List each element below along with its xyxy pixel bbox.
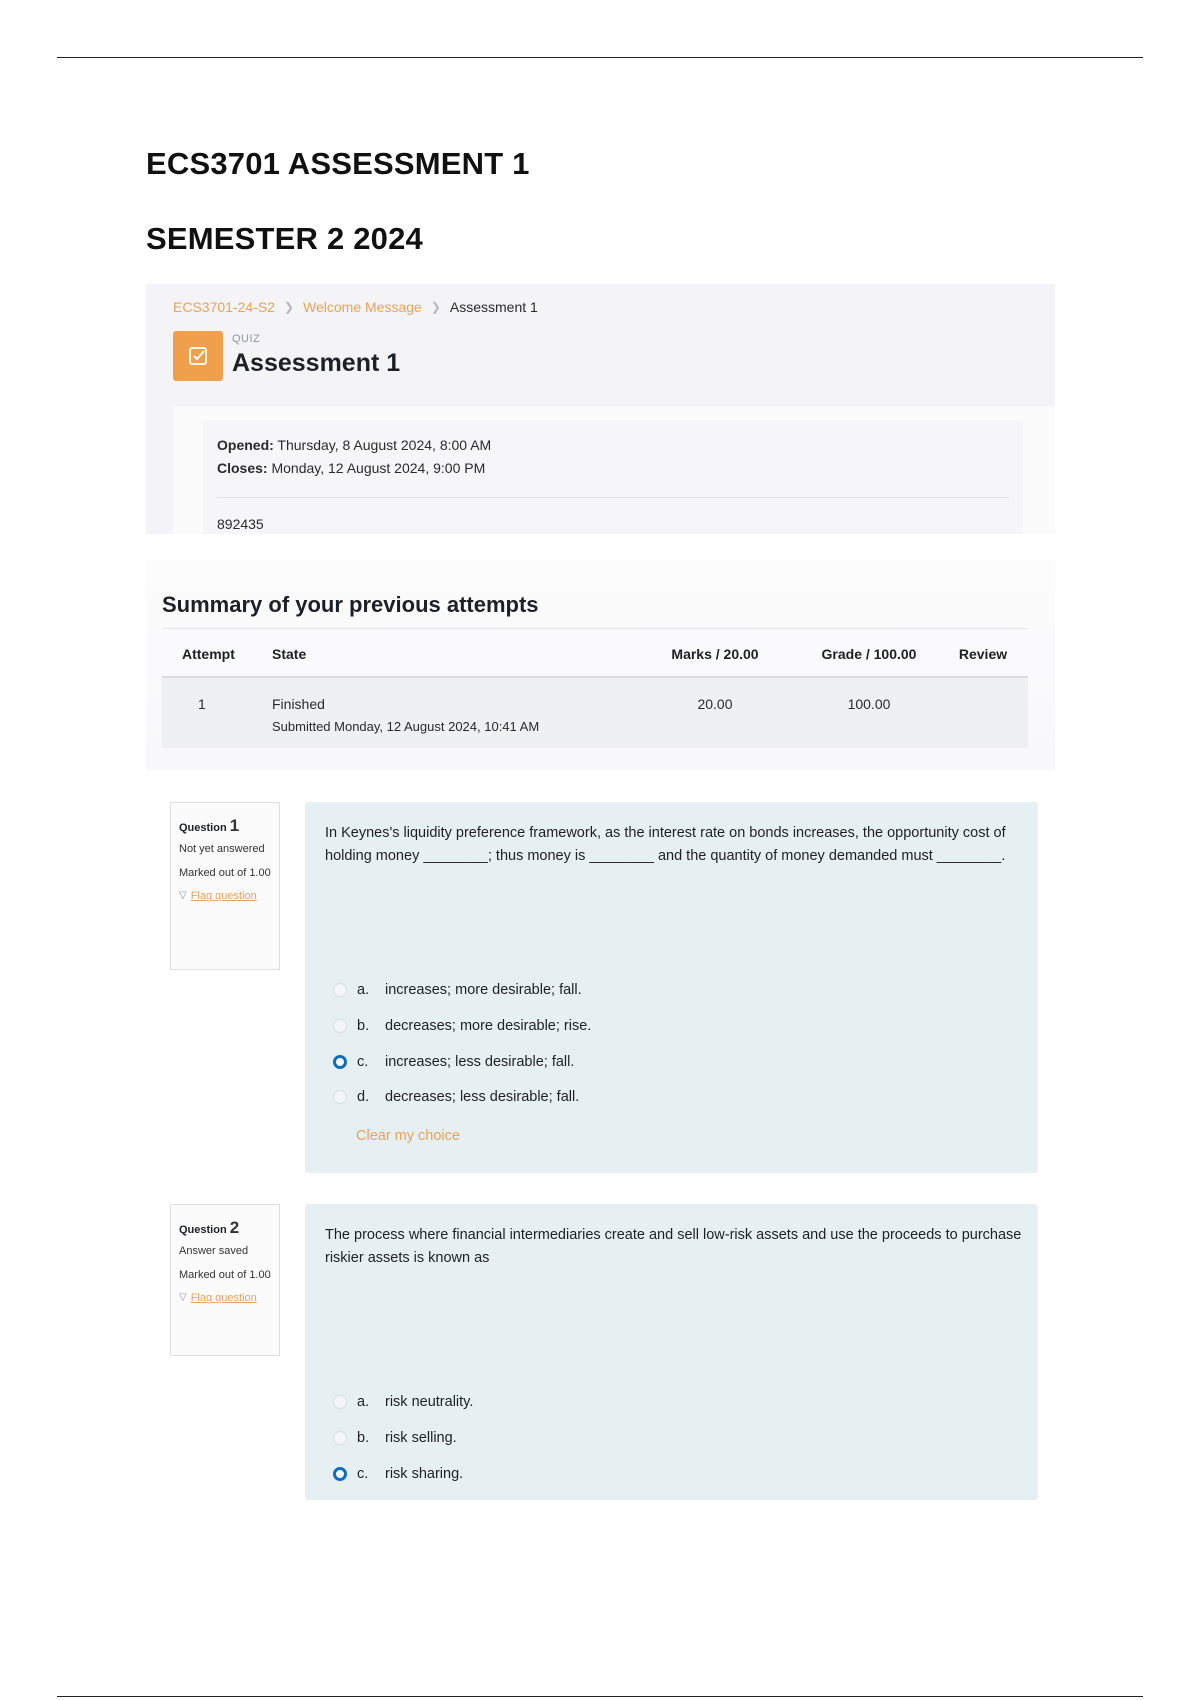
option-letter: a. [357, 982, 370, 998]
radio-button[interactable] [333, 1431, 347, 1445]
quiz-kicker: QUIZ [232, 333, 261, 345]
question-marks: Marked out of 1.00 [179, 1268, 271, 1281]
top-rule [57, 57, 1143, 58]
quiz-info-region [173, 406, 1055, 534]
cell-state: Finished [272, 696, 325, 712]
option-letter: c. [357, 1054, 369, 1070]
table-header [162, 628, 1028, 678]
cell-marks: 20.00 [697, 696, 733, 712]
bottom-rule [57, 1696, 1143, 1697]
question-label: Question [179, 822, 227, 834]
option-text: decreases; less desirable; fall. [385, 1089, 580, 1105]
quiz-code: 892435 [217, 516, 264, 532]
option-letter: b. [357, 1430, 370, 1446]
breadcrumb-course-link[interactable]: ECS3701-24-S2 [173, 299, 275, 315]
question-number: 1 [229, 816, 240, 835]
cell-attempt: 1 [198, 696, 206, 712]
answer-option[interactable] [333, 982, 582, 998]
flag-question-link[interactable]: Flag question [190, 890, 257, 903]
option-letter: c. [357, 1466, 369, 1482]
radio-button[interactable] [333, 1090, 347, 1104]
option-text: increases; more desirable; fall. [385, 982, 582, 998]
breadcrumb-current: Assessment 1 [449, 299, 538, 315]
attempts-summary-screenshot [146, 560, 1055, 770]
quiz-dates-card [203, 420, 1023, 534]
header-state: State [272, 646, 307, 662]
question-info-panel [170, 1204, 280, 1356]
flag-question-button[interactable] [179, 1290, 271, 1308]
table-row [162, 678, 1028, 748]
header-review: Review [958, 646, 1008, 662]
cell-submitted: Submitted Monday, 12 August 2024, 10:41 AM [272, 719, 540, 734]
radio-button-selected[interactable] [333, 1055, 347, 1069]
attempts-table [162, 628, 1028, 748]
question-info-panel [170, 802, 280, 970]
breadcrumb-section-link[interactable]: Welcome Message [303, 299, 422, 315]
option-text: risk neutrality. [385, 1394, 474, 1410]
question-text: In Keynes's liquidity preference framework, as the interest rate on bonds increases, the opportunity cost of holding money ________; thus money is ________ and the quantity of money demanded must ________. [325, 825, 1006, 864]
option-letter: d. [357, 1089, 370, 1105]
question-heading [179, 812, 271, 839]
closes-label: Closes: [217, 460, 268, 476]
option-text: decreases; more desirable; rise. [385, 1018, 592, 1034]
option-letter: b. [357, 1018, 370, 1034]
document-title: ECS3701 ASSESSMENT 1 [146, 146, 530, 181]
answer-option[interactable] [333, 1018, 591, 1034]
chevron-right-icon: ❯ [430, 300, 441, 314]
page-title: Assessment 1 [232, 349, 401, 377]
answer-option[interactable] [333, 1089, 579, 1105]
clear-choice-link[interactable]: Clear my choice [356, 1128, 460, 1144]
question-marks: Marked out of 1.00 [179, 866, 271, 879]
radio-button[interactable] [333, 1019, 347, 1033]
question-card [305, 1204, 1038, 1500]
option-text: increases; less desirable; fall. [385, 1054, 575, 1070]
answer-option[interactable] [333, 1430, 457, 1446]
header-attempt: Attempt [182, 646, 235, 662]
closes-date [217, 460, 485, 476]
quiz-check-icon [173, 331, 223, 381]
header-grade: Grade / 100.00 [821, 646, 917, 662]
opened-value: Thursday, 8 August 2024, 8:00 AM [277, 437, 492, 453]
question-label: Question [179, 1224, 227, 1236]
flag-question-button[interactable] [179, 888, 271, 906]
question-state: Answer saved [179, 1245, 249, 1258]
summary-title: Summary of your previous attempts [162, 592, 539, 617]
divider [217, 497, 1009, 498]
question-card [305, 802, 1038, 1173]
answer-option-selected[interactable] [333, 1466, 463, 1482]
flag-icon: ▽ [179, 1292, 187, 1304]
option-text: risk selling. [385, 1430, 457, 1446]
question-heading [179, 1214, 271, 1241]
closes-value: Monday, 12 August 2024, 9:00 PM [271, 460, 486, 476]
cell-grade: 100.00 [847, 696, 891, 712]
flag-question-link[interactable]: Flag question [190, 1292, 257, 1305]
option-letter: a. [357, 1394, 370, 1410]
radio-button-selected[interactable] [333, 1467, 347, 1481]
question-state: Not yet answered [179, 843, 265, 856]
option-text: risk sharing. [385, 1466, 464, 1482]
radio-button[interactable] [333, 983, 347, 997]
opened-date [217, 437, 491, 453]
answer-option[interactable] [333, 1394, 473, 1410]
opened-label: Opened: [217, 437, 274, 453]
quiz-header-screenshot [146, 284, 1055, 534]
header-marks: Marks / 20.00 [671, 646, 759, 662]
flag-icon: ▽ [179, 890, 187, 902]
question-text: The process where financial intermediaries create and sell low-risk assets and use the proceeds to purchase riskier assets is known as [325, 1227, 1022, 1266]
breadcrumb [173, 299, 538, 315]
radio-button[interactable] [333, 1395, 347, 1409]
answer-option-selected[interactable] [333, 1054, 574, 1070]
document-subtitle: SEMESTER 2 2024 [146, 221, 423, 256]
question-number: 2 [229, 1218, 240, 1237]
chevron-right-icon: ❯ [283, 300, 295, 314]
